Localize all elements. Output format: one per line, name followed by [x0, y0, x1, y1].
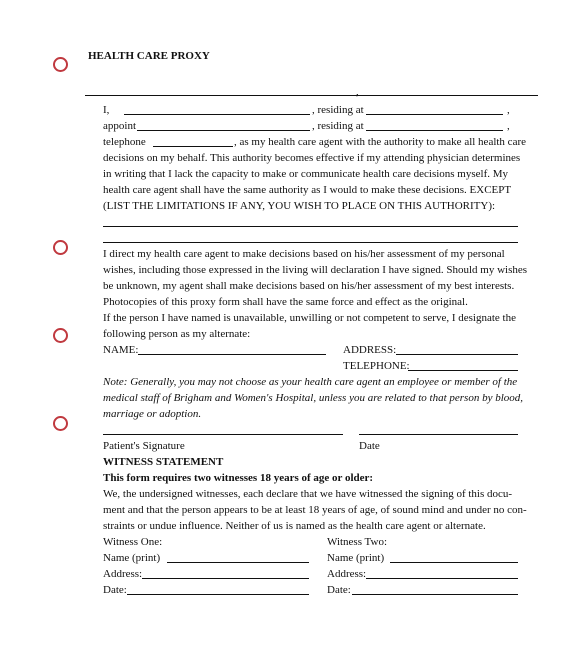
- paragraph1-line: decisions on my behalf. This authority becomes effective if my attending physician determines: [103, 152, 521, 164]
- note-line: marriage or adoption.: [103, 408, 202, 420]
- patient-signature-field[interactable]: [103, 434, 343, 435]
- witness-heading: WITNESS STATEMENT: [103, 456, 224, 468]
- limitations-field[interactable]: [103, 226, 518, 227]
- witness-statement-line: ment and that the person appears to be at least 18 years of age, of sound mind and under no con-: [103, 504, 527, 516]
- document-title: HEALTH CARE PROXY: [88, 50, 210, 62]
- witness-two-name-label: Name (print): [327, 552, 385, 564]
- witness-statement-line: We, the undersigned witnesses, each declare that we have witnessed the signing of this docu-: [103, 488, 513, 500]
- witness-two-date-label: Date:: [327, 584, 351, 596]
- paragraph1-line: (LIST THE LIMITATIONS IF ANY, YOU WISH TO PLACE ON THIS AUTHORITY):: [103, 200, 496, 212]
- agent-name-field[interactable]: [137, 130, 310, 131]
- telephone-tail: , as my health care agent with the authority to make all health care: [234, 136, 526, 148]
- alternate-address-field[interactable]: [396, 354, 518, 355]
- paragraph1-line: in writing that I lack the capacity to make or communicate health care decisions myself. My: [103, 168, 509, 180]
- punch-hole-icon: [53, 416, 68, 431]
- paragraph2-line: following person as my alternate:: [103, 328, 251, 340]
- witness-one-address-field[interactable]: [142, 578, 309, 579]
- appoint-label: appoint: [103, 120, 136, 132]
- punch-hole-icon: [53, 328, 68, 343]
- witness-requirement: This form requires two witnesses 18 years of age or older:: [103, 472, 374, 484]
- alternate-telephone-label: TELEPHONE:: [343, 360, 410, 372]
- note-line: Note: Generally, you may not choose as your health care agent an employee or member of the: [103, 376, 518, 388]
- signature-date-field[interactable]: [359, 434, 518, 435]
- witness-one-date-label: Date:: [103, 584, 127, 596]
- witness-two-address-field[interactable]: [366, 578, 518, 579]
- note-line: medical staff of Brigham and Women's Hospital, unless you are related to that person by blood,: [103, 392, 524, 404]
- witness-one-date-field[interactable]: [127, 594, 309, 595]
- paragraph2-line: wishes, including those expressed in the living will declaration I have signed. Should my wishes: [103, 264, 528, 276]
- alternate-address-label: ADDRESS:: [343, 344, 397, 356]
- agent-address-field[interactable]: [366, 130, 503, 131]
- header-rule: [85, 95, 538, 96]
- witness-one-title: Witness One:: [103, 536, 163, 548]
- punch-hole-icon: [53, 240, 68, 255]
- comma-1: ,: [507, 104, 510, 116]
- residing-at-label: , residing at: [312, 104, 364, 116]
- paragraph2-line: I direct my health care agent to make decisions based on his/her assessment of my personal: [103, 248, 505, 260]
- alternate-name-field[interactable]: [138, 354, 326, 355]
- i-label: I,: [103, 104, 110, 116]
- residing-at-label-2: , residing at: [312, 120, 364, 132]
- agent-telephone-field[interactable]: [153, 146, 233, 147]
- title-comma: ,: [356, 86, 359, 98]
- witness-statement-line: straints or undue influence. Neither of us is named as the health care agent or alternate.: [103, 520, 486, 532]
- telephone-label: telephone: [103, 136, 146, 148]
- witness-one-address-label: Address:: [103, 568, 143, 580]
- principal-address-field[interactable]: [366, 114, 503, 115]
- witness-two-title: Witness Two:: [327, 536, 388, 548]
- patient-signature-label: Patient's Signature: [103, 440, 185, 452]
- alternate-telephone-field[interactable]: [408, 370, 518, 371]
- paragraph2-line: If the person I have named is unavailable, unwilling or not competent to serve, I designate the: [103, 312, 516, 324]
- punch-hole-icon: [53, 57, 68, 72]
- limitations-field[interactable]: [103, 242, 518, 243]
- witness-one-name-field[interactable]: [167, 562, 309, 563]
- signature-date-label: Date: [359, 440, 380, 452]
- witness-two-date-field[interactable]: [352, 594, 518, 595]
- witness-two-address-label: Address:: [327, 568, 367, 580]
- principal-name-field[interactable]: [124, 114, 310, 115]
- paragraph2-line: be unknown, my agent shall make decisions based on his/her assessment of my best interests.: [103, 280, 515, 292]
- paragraph2-line: Photocopies of this proxy form shall have the same force and effect as the original.: [103, 296, 468, 308]
- alternate-name-label: NAME:: [103, 344, 139, 356]
- comma-2: ,: [507, 120, 510, 132]
- witness-two-name-field[interactable]: [390, 562, 518, 563]
- witness-one-name-label: Name (print): [103, 552, 161, 564]
- paragraph1-line: health care agent shall have the same authority as I would to make these decisions. EXCEPT: [103, 184, 512, 196]
